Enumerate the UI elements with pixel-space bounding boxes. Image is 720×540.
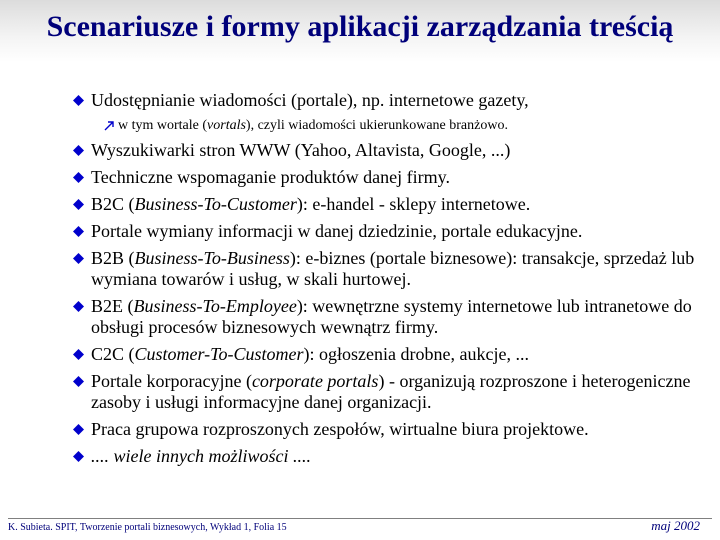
list-item — [73, 371, 713, 413]
blue-diamond-icon — [73, 301, 84, 312]
footer-date: maj 2002 — [651, 518, 700, 533]
item-text: Udostępnianie wiadomości (portale), np. internetowe gazety, — [91, 90, 529, 110]
blue-diamond-icon — [73, 376, 84, 387]
bullet-list — [73, 90, 713, 473]
item-italic-text: Customer-To-Customer — [134, 344, 304, 364]
item-text: Portale korporacyjne ( — [91, 371, 252, 391]
list-item — [73, 296, 713, 338]
blue-diamond-icon — [73, 199, 84, 210]
item-italic-text: Business-To-Customer — [134, 194, 297, 214]
item-text: B2C ( — [91, 194, 135, 214]
blue-diamond-icon — [73, 253, 84, 264]
footer-citation: K. Subieta. SPIT, Tworzenie portali biznesowych, Wykład 1, Folia 15 — [8, 522, 287, 533]
arrow-up-right-icon — [103, 120, 115, 132]
blue-diamond-icon — [73, 226, 84, 237]
blue-diamond-icon — [73, 145, 84, 156]
blue-diamond-icon — [73, 349, 84, 360]
item-text: C2C ( — [91, 344, 135, 364]
list-item — [73, 90, 713, 111]
item-italic-text: .... wiele innych możliwości .... — [91, 446, 311, 466]
item-text: Techniczne wspomaganie produktów danej firmy. — [91, 167, 450, 187]
item-text: w tym wortale ( — [118, 118, 208, 133]
item-text: ): e-biznes (portale biznesowe): transakcje, sprzedaż lub wymiana towarów i usług, w skali hurtowej. — [91, 248, 695, 289]
item-text: Wyszukiwarki stron WWW (Yahoo, Altavista, Google, ...) — [91, 140, 511, 160]
sub-list-item — [73, 117, 713, 135]
list-item — [73, 419, 713, 440]
list-item — [73, 248, 713, 290]
item-text: ) - organizują rozproszone i heterogeniczne zasoby i usługi informacyjne danej organizacji. — [91, 371, 691, 412]
item-text: Portale wymiany informacji w danej dziedzinie, portale edukacyjne. — [91, 221, 583, 241]
list-item — [73, 221, 713, 242]
item-text: Praca grupowa rozproszonych zespołów, wirtualne biura projektowe. — [91, 419, 589, 439]
list-item — [73, 344, 713, 365]
item-text: B2E ( — [91, 296, 134, 316]
item-text: B2B ( — [91, 248, 135, 268]
item-italic-text: Business-To-Business — [134, 248, 290, 268]
item-text: ): wewnętrzne systemy internetowe lub intranetowe do obsługi procesów biznesowych wewnątrz firmy. — [91, 296, 692, 337]
list-item — [73, 194, 713, 215]
slide-title: Scenariusze i formy aplikacji zarządzania treścią — [46, 10, 674, 43]
item-text: ), czyli wiadomości ukierunkowane branżowo. — [245, 118, 508, 133]
item-text: ): e-handel - sklepy internetowe. — [296, 194, 531, 214]
item-italic-text: Business-To-Employee — [133, 296, 297, 316]
blue-diamond-icon — [73, 451, 84, 462]
item-italic-text: corporate portals — [251, 371, 379, 391]
item-italic-text: vortals — [207, 118, 246, 133]
list-item — [73, 167, 713, 188]
item-text: ): ogłoszenia drobne, aukcje, ... — [303, 344, 529, 364]
blue-diamond-icon — [73, 172, 84, 183]
blue-diamond-icon — [73, 424, 84, 435]
blue-diamond-icon — [73, 95, 84, 106]
list-item — [73, 140, 713, 161]
footer-divider — [8, 518, 712, 519]
list-item — [73, 446, 713, 467]
